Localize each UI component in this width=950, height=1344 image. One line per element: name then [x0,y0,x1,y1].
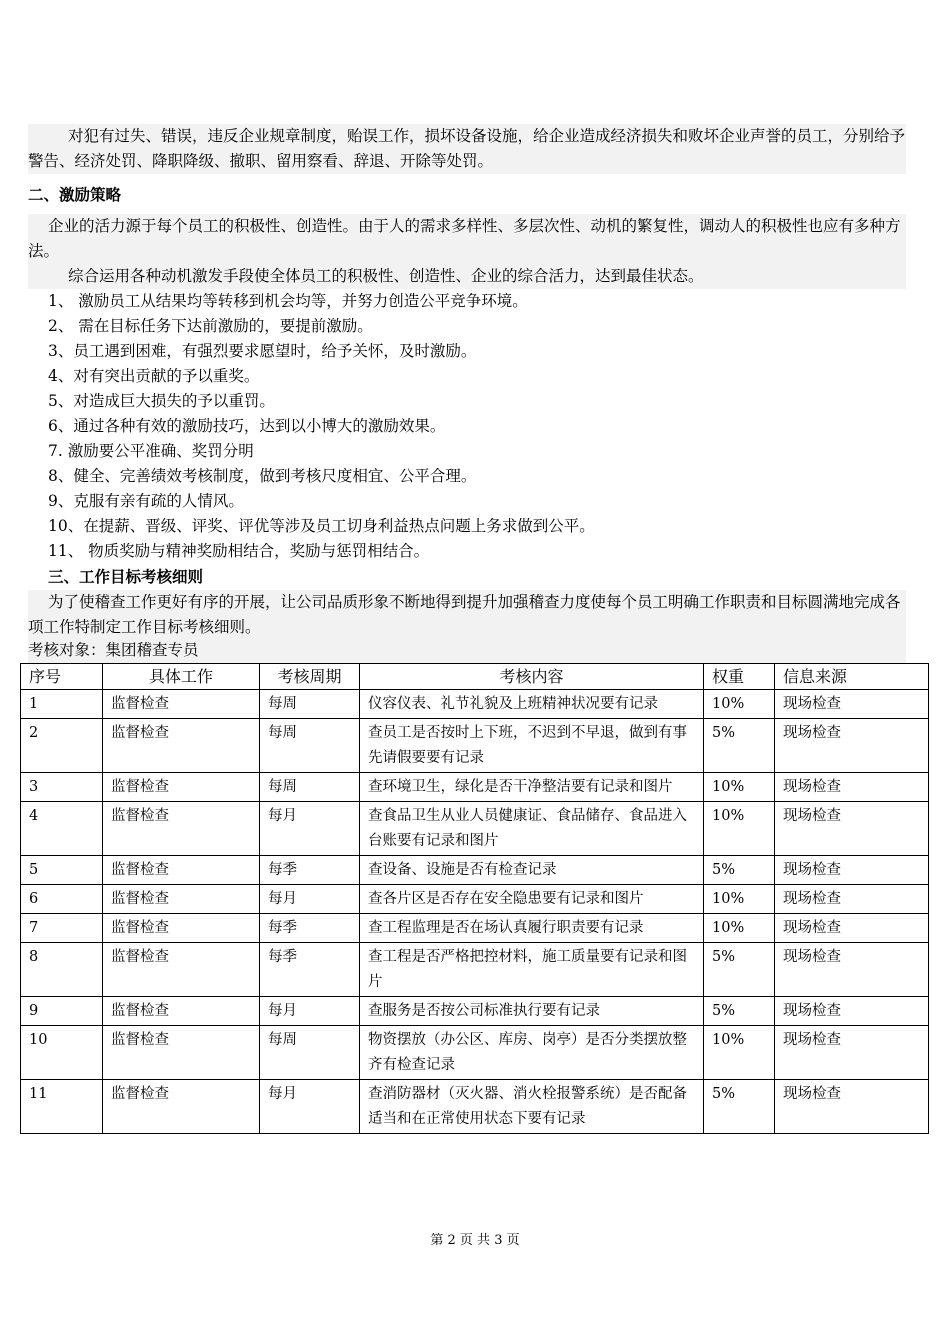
incentive-paragraph-2: 综合运用各种动机激发手段使全体员工的积极性、创造性、企业的综合活力，达到最佳状态。 [28,264,906,289]
cell-content: 查工程监理是否在场认真履行职责要有记录 [360,914,704,943]
cell-period: 每季 [260,914,360,943]
list-item: 3、员工遇到困难，有强烈要求愿望时，给予关怀，及时激励。 [48,342,477,360]
cell-period: 每周 [260,773,360,802]
table-row [21,1026,929,1080]
header-task: 具体工作 [103,664,260,690]
header-content: 考核内容 [360,664,704,690]
table-header-row [21,664,929,690]
cell-source: 现场检查 [775,690,929,719]
cell-weight: 5% [704,1080,775,1134]
cell-content: 查员工是否按时上下班，不迟到不早退，做到有事先请假要要有记录 [360,719,704,773]
table-row [21,997,929,1026]
list-item: 1、 激励员工从结果均等转移到机会均等，并努力创造公平竞争环境。 [48,292,528,310]
assessment-table [20,663,929,1134]
table-row [21,914,929,943]
header-index: 序号 [21,664,103,690]
intro-paragraph: 对犯有过失、错误，违反企业规章制度，贻误工作，损坏设备设施，给企业造成经济损失和败坏企业声誉的员工，分别给予警告、经济处罚、降职降级、撤职、留用察看、辞退、开除等处罚。 [28,124,906,174]
cell-period: 每周 [260,719,360,773]
table-row [21,856,929,885]
list-item: 5、对造成巨大损失的予以重罚。 [48,392,275,410]
cell-source: 现场检查 [775,885,929,914]
cell-period: 每月 [260,802,360,856]
cell-period: 每季 [260,856,360,885]
cell-content: 查工程是否严格把控材料，施工质量要有记录和图片 [360,943,704,997]
cell-source: 现场检查 [775,719,929,773]
cell-weight: 10% [704,914,775,943]
cell-index: 10 [21,1026,103,1080]
header-period: 考核周期 [260,664,360,690]
cell-task: 监督检查 [103,802,260,856]
list-item: 10、在提薪、晋级、评奖、评优等涉及员工切身利益热点问题上务求做到公平。 [48,517,595,535]
cell-content: 查消防器材（灭火器、消火栓报警系统）是否配备适当和在正常使用状态下要有记录 [360,1080,704,1134]
incentive-paragraph-1: 企业的活力源于每个员工的积极性、创造性。由于人的需求多样性、多层次性、动机的繁复性，调动人的积极性也应有多种方法。 [28,214,906,264]
cell-task: 监督检查 [103,856,260,885]
list-item: 9、克服有亲有疏的人情风。 [48,492,244,510]
cell-content: 仪容仪表、礼节礼貌及上班精神状况要有记录 [360,690,704,719]
cell-weight: 5% [704,856,775,885]
cell-index: 2 [21,719,103,773]
cell-index: 4 [21,802,103,856]
table-row [21,773,929,802]
list-item: 6、通过各种有效的激励技巧，达到以小博大的激励效果。 [48,417,446,435]
list-item: 8、健全、完善绩效考核制度，做到考核尺度相宜、公平合理。 [48,467,477,485]
cell-period: 每月 [260,1080,360,1134]
cell-index: 7 [21,914,103,943]
assessment-target: 考核对象：集团稽查专员 [28,638,906,663]
cell-weight: 10% [704,773,775,802]
cell-source: 现场检查 [775,802,929,856]
table-row [21,802,929,856]
cell-weight: 10% [704,885,775,914]
assessment-paragraph: 为了使稽查工作更好有序的开展，让公司品质形象不断地得到提升加强稽查力度使每个员工明确工作职责和目标圆满地完成各项工作特制定工作目标考核细则。 [28,590,906,640]
list-item: 7. 激励要公平准确、奖罚分明 [48,442,254,460]
table-row [21,1080,929,1134]
cell-weight: 10% [704,802,775,856]
table-row [21,690,929,719]
cell-task: 监督检查 [103,773,260,802]
cell-index: 6 [21,885,103,914]
cell-source: 现场检查 [775,943,929,997]
section-heading-assessment: 三、工作目标考核细则 [48,568,204,586]
table-row [21,719,929,773]
cell-period: 每周 [260,1026,360,1080]
list-item: 11、 物质奖励与精神奖励相结合，奖励与惩罚相结合。 [48,542,430,560]
cell-weight: 5% [704,997,775,1026]
cell-index: 11 [21,1080,103,1134]
cell-content: 查各片区是否存在安全隐患要有记录和图片 [360,885,704,914]
cell-content: 物资摆放（办公区、库房、岗亭）是否分类摆放整齐有检查记录 [360,1026,704,1080]
page-footer: 第 2 页 共 3 页 [430,1233,520,1248]
cell-source: 现场检查 [775,773,929,802]
cell-index: 5 [21,856,103,885]
cell-task: 监督检查 [103,914,260,943]
cell-content: 查食品卫生从业人员健康证、食品储存、食品进入台账要有记录和图片 [360,802,704,856]
cell-task: 监督检查 [103,1026,260,1080]
header-source: 信息来源 [775,664,929,690]
cell-source: 现场检查 [775,856,929,885]
cell-index: 1 [21,690,103,719]
cell-task: 监督检查 [103,943,260,997]
cell-weight: 5% [704,943,775,997]
table-row [21,885,929,914]
cell-period: 每月 [260,885,360,914]
list-item: 2、 需在目标任务下达前激励的，要提前激励。 [48,317,373,335]
table-row [21,943,929,997]
cell-period: 每月 [260,997,360,1026]
cell-index: 8 [21,943,103,997]
cell-task: 监督检查 [103,690,260,719]
cell-task: 监督检查 [103,997,260,1026]
cell-source: 现场检查 [775,914,929,943]
list-item: 4、对有突出贡献的予以重奖。 [48,367,260,385]
cell-source: 现场检查 [775,997,929,1026]
cell-content: 查设备、设施是否有检查记录 [360,856,704,885]
cell-period: 每季 [260,943,360,997]
cell-content: 查环境卫生，绿化是否干净整洁要有记录和图片 [360,773,704,802]
cell-source: 现场检查 [775,1026,929,1080]
cell-index: 3 [21,773,103,802]
cell-index: 9 [21,997,103,1026]
cell-task: 监督检查 [103,1080,260,1134]
header-weight: 权重 [704,664,775,690]
cell-period: 每周 [260,690,360,719]
cell-weight: 10% [704,1026,775,1080]
cell-task: 监督检查 [103,719,260,773]
cell-weight: 10% [704,690,775,719]
cell-weight: 5% [704,719,775,773]
cell-source: 现场检查 [775,1080,929,1134]
cell-content: 查服务是否按公司标准执行要有记录 [360,997,704,1026]
cell-task: 监督检查 [103,885,260,914]
section-heading-incentive: 二、激励策略 [28,186,122,204]
